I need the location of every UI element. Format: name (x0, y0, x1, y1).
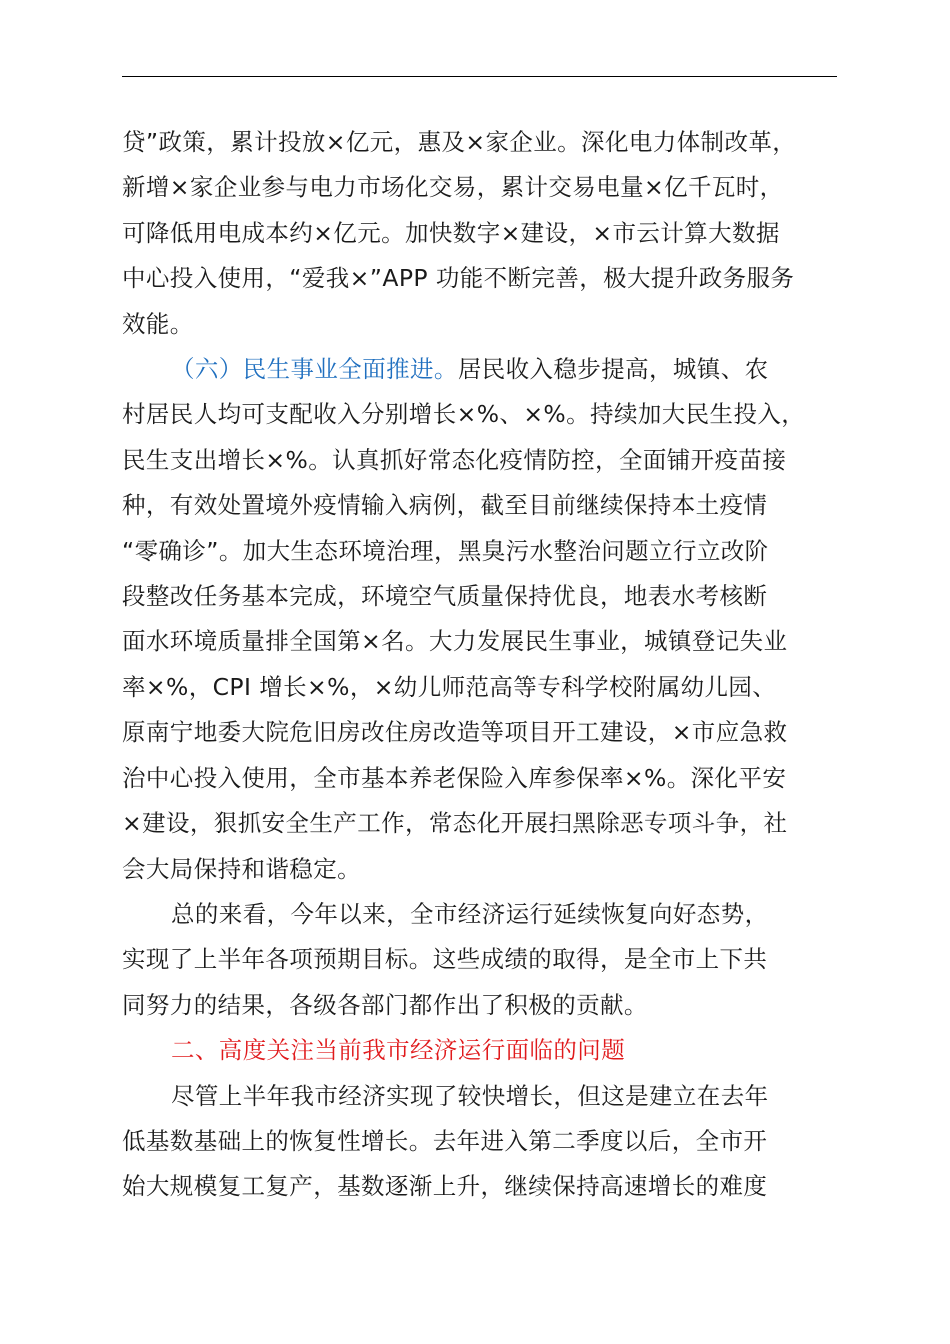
text-line: 村居民人均可支配收入分别增长×%、×%。持续加大民生投入， (122, 400, 806, 429)
paragraph-summary (122, 892, 860, 1028)
text-line: 可降低用电成本约×亿元。加快数字×建设，×市云计算大数据 (122, 218, 780, 247)
text-line: 尽管上半年我市经济实现了较快增长，但这是建立在去年 (171, 1081, 769, 1110)
section-heading: 二、高度关注当前我市经济运行面临的问题 (171, 1036, 626, 1065)
paragraph-problems (122, 1074, 860, 1210)
text-line (122, 347, 860, 392)
text-line: “零确诊”。加大生态环境治理，黑臭污水整治问题立行立改阶 (122, 536, 769, 565)
text-run: 居民收入稳步提高，城镇、农 (457, 355, 769, 384)
text-line: 会大局保持和谐稳定。 (122, 854, 361, 883)
text-line: 中心投入使用，“爱我×”APP 功能不断完善，极大提升政务服务 (122, 264, 795, 293)
text-line: 同努力的结果，各级各部门都作出了积极的贡献。 (122, 990, 648, 1019)
text-line: 始大规模复工复产，基数逐渐上升，继续保持高速增长的难度 (122, 1172, 768, 1201)
document-body (122, 120, 860, 1210)
text-line: 面水环境质量排全国第×名。大力发展民生事业，城镇登记失业 (122, 627, 788, 656)
text-line: 民生支出增长×%。认真抓好常态化疫情防控，全面铺开疫苗接 (122, 445, 787, 474)
subsection-heading: （六）民生事业全面推进。 (171, 355, 458, 384)
text-line: 原南宁地委大院危旧房改住房改造等项目开工建设，×市应急救 (122, 718, 788, 747)
header-rule (122, 76, 837, 77)
text-line: 新增×家企业参与电力市场化交易，累计交易电量×亿千瓦时， (122, 173, 784, 202)
text-line: 种，有效处置境外疫情输入病例，截至目前继续保持本土疫情 (122, 491, 768, 520)
text-line: 段整改任务基本完成，环境空气质量保持优良，地表水考核断 (122, 582, 768, 611)
paragraph-livelihood (122, 347, 860, 892)
text-line: 实现了上半年各项预期目标。这些成绩的取得，是全市上下共 (122, 945, 768, 974)
paragraph-digital-reform (122, 120, 860, 347)
text-line: 贷”政策，累计投放×亿元，惠及×家企业。深化电力体制改革， (122, 128, 797, 156)
text-line: 治中心投入使用，全市基本养老保险入库参保率×%。深化平安 (122, 763, 787, 792)
text-line: ×建设，狠抓安全生产工作，常态化开展扫黑除恶专项斗争，社 (122, 809, 788, 838)
text-line: 总的来看，今年以来，全市经济运行延续恢复向好态势， (171, 899, 769, 928)
text-line: 低基数基础上的恢复性增长。去年进入第二季度以后，全市开 (122, 1126, 768, 1155)
section-heading-paragraph (122, 1028, 860, 1073)
text-line: 率×%，CPI 增长×%，×幼儿师范高等专科学校附属幼儿园、 (122, 672, 777, 701)
text-line: 效能。 (122, 309, 194, 338)
